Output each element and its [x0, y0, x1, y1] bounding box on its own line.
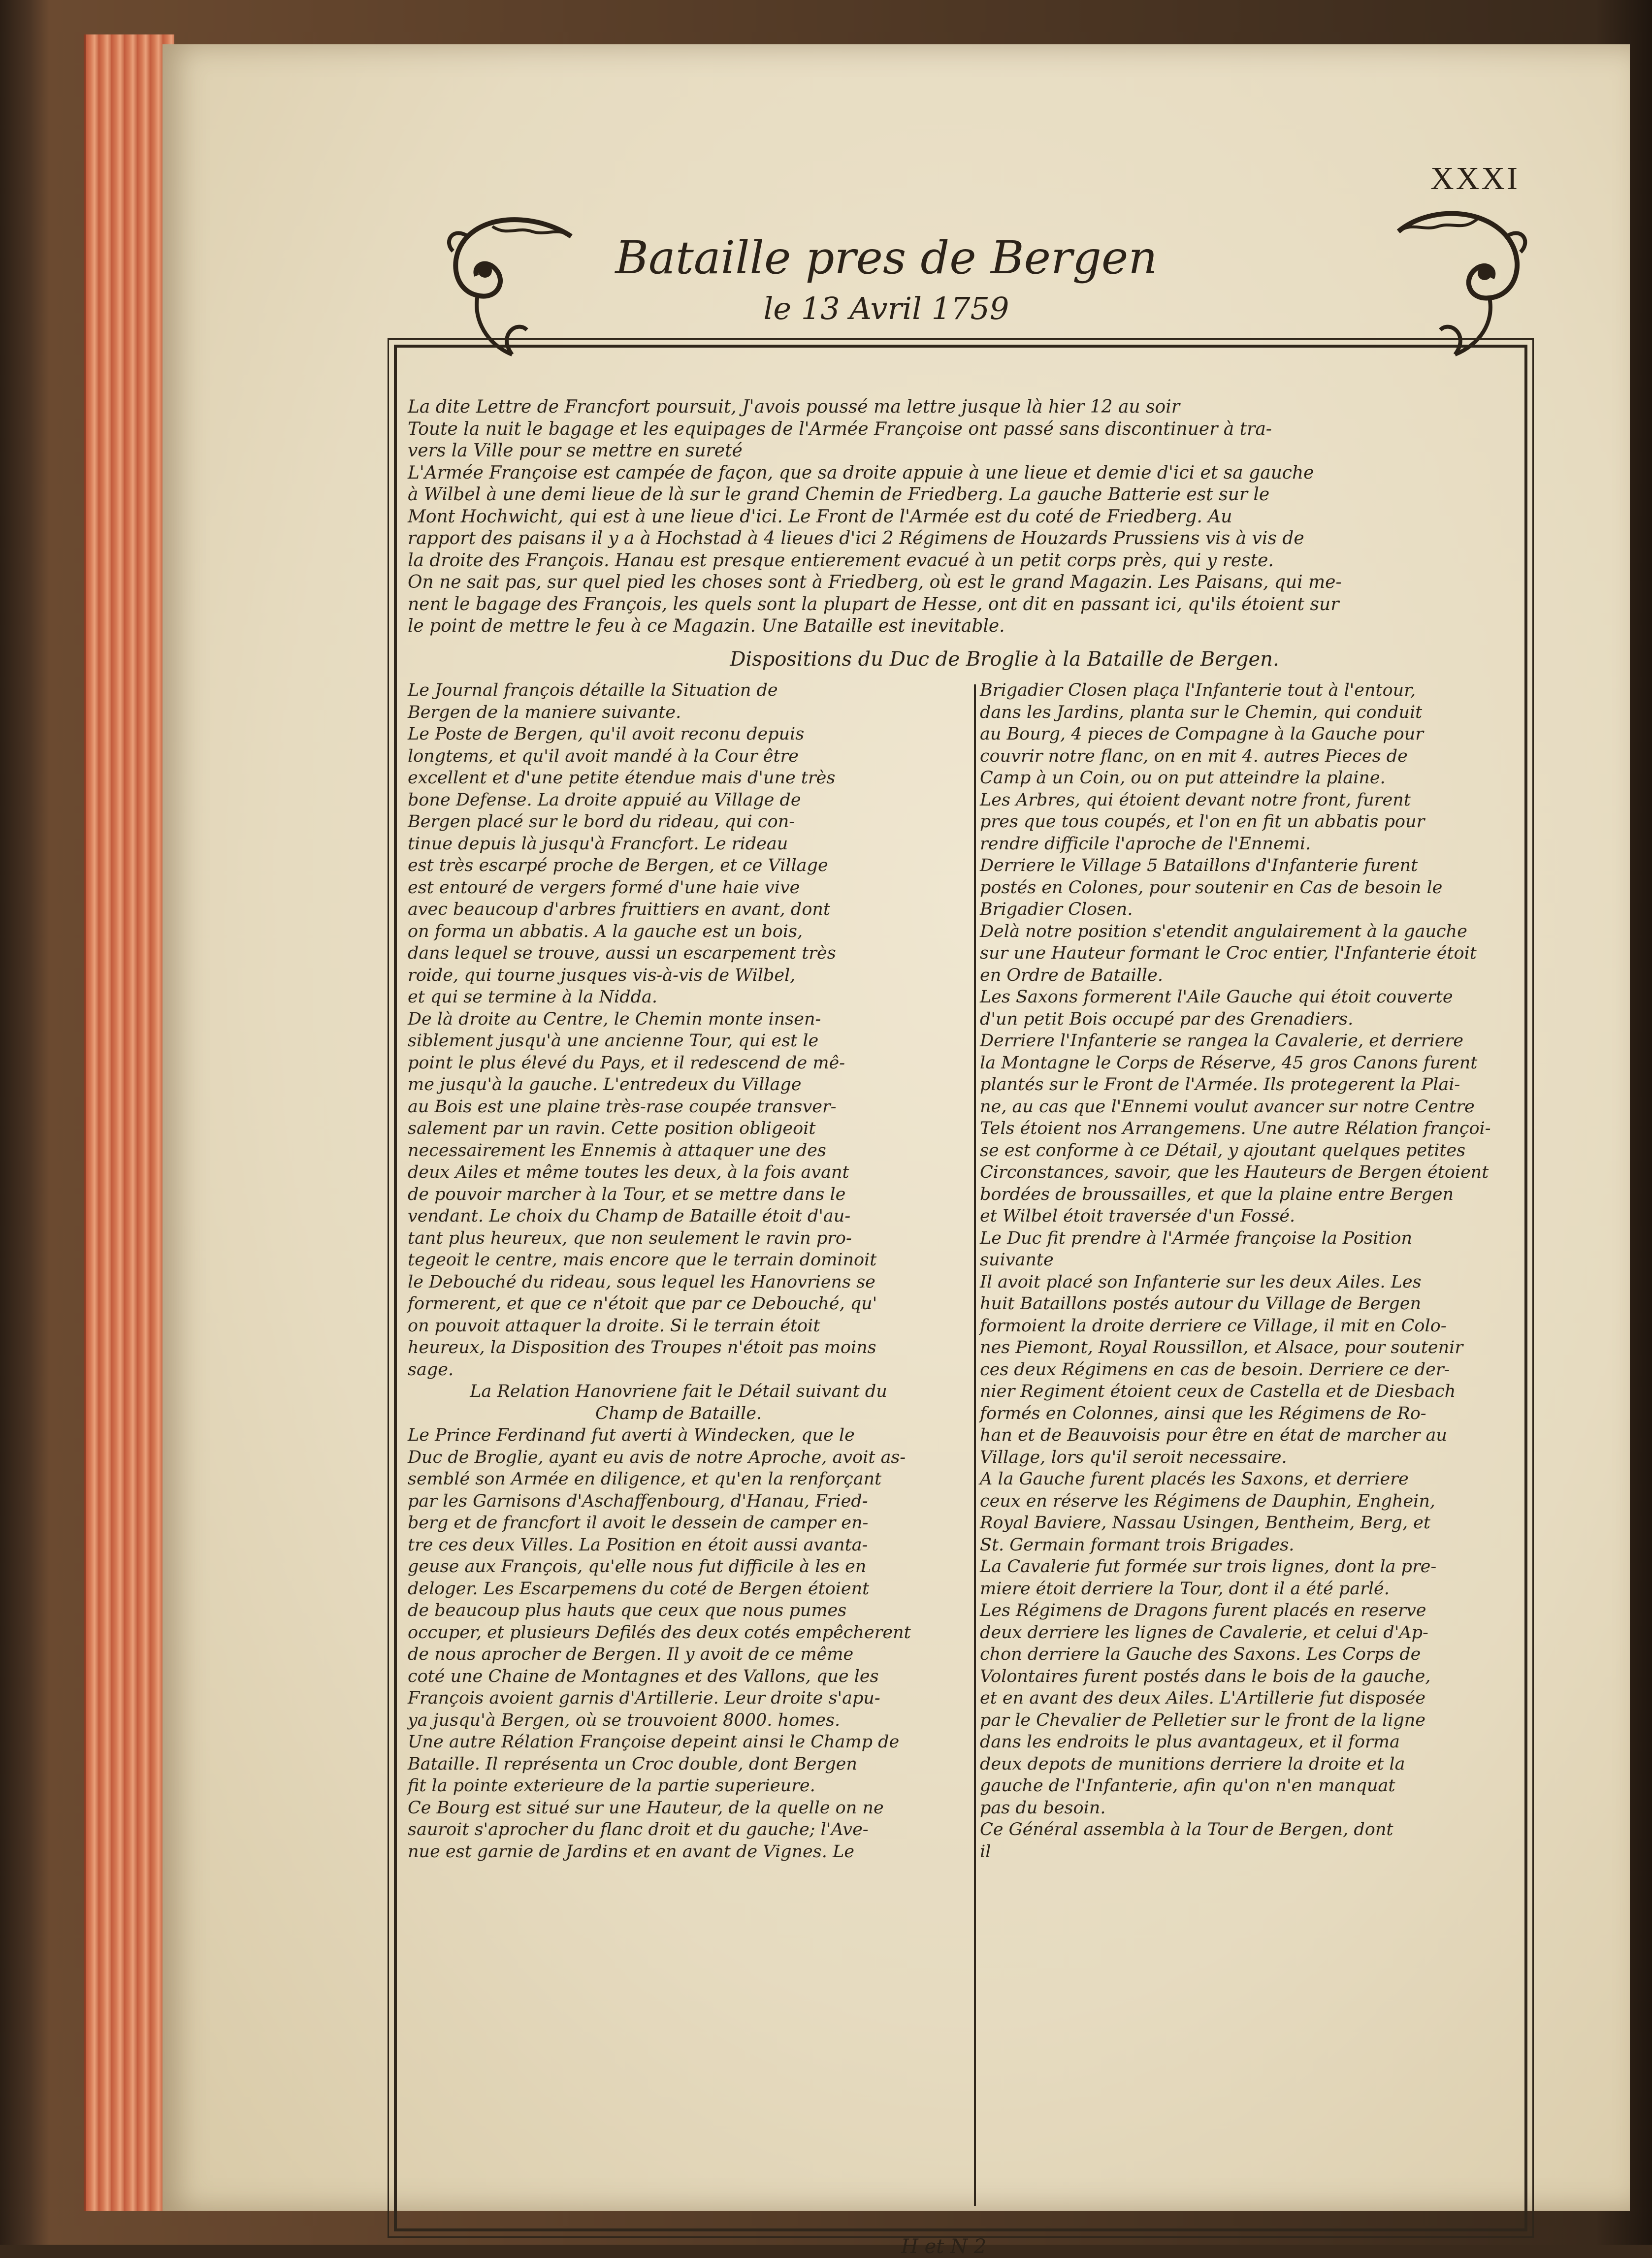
intro-line: la droite des François. Hanau est presque entierement evacué à un petit corps près, qui y reste.: [408, 550, 1274, 571]
intro-line: La dite Lettre de Francfort poursuit, J'avois poussé ma lettre jusque là hier 12 au soir: [408, 397, 1180, 417]
intro-line: On ne sait pas, sur quel pied les choses sont à Friedberg, où est le grand Magazin. Les Paisans, qui me-: [408, 572, 1342, 592]
paragraph: Une autre Rélation Françoise depeint ainsi le Champ de Bataille. Il représenta un Croc double, dont Bergen fit la pointe exterieure de la partie superieure.: [408, 1732, 900, 1796]
paragraph: Les Arbres, qui étoient devant notre front, furent pres que tous coupés, et l'on en fit un abbatis pour rendre difficile l'aproche de l'Ennemi.: [980, 790, 1425, 854]
paragraph: Derriere l'Infanterie se rangea la Cavalerie, et derriere la Montagne le Corps de Réserve, 45 gros Canons furent plantés sur le Front de l'Armée. Ils protegerent la Plai- ne, au cas que l'Ennemi voulut avancer sur notre Centre Tels étoient nos Arrangemens. Une autre Rélation françoi- se est conforme à ce Détail, y ajoutant quelques petites Circonstances, savoir, que les Hauteurs de Bergen étoient bordées de broussailles, et que la plaine entre Bergen et Wilbel étoit traversée d'un Fossé.: [980, 1031, 1491, 1226]
paragraph-heading: La Relation Hanovriene fait le Détail suivant du Champ de Bataille.: [470, 1382, 887, 1423]
paragraph: Le Prince Ferdinand fut averti à Windecken, que le Duc de Broglie, ayant eu avis de notre Aproche, avoit as- semblé son Armée en diligence, et qu'en la renforçant par les Garnisons d'Aschaffenbourg, d'Hanau, Fried- berg et de francfort il avoit le dessein de camper en- tre ces deux Villes. La Position en étoit aussi avanta- geuse aux François, qu'elle nous fut difficile à les en deloger. Les Escarpemens du coté de Bergen étoient de beaucoup plus hauts que ceux que nous pumes occuper, et plusieurs Defilés des deux cotés empêcherent de nous aprocher de Bergen. Il y avoit de ce même coté une Chaine de Montagnes et des Vallons, que les François avoient garnis d'Artillerie. Leur droite s'apu- ya jusqu'à Bergen, où se trouvoient 8000. homes.: [408, 1425, 911, 1730]
right-flourish-ornament: [1389, 197, 1536, 364]
paragraph: Delà notre position s'etendit angulairement à la gauche sur une Hauteur formant le Croc entier, l'Infanterie étoit en Ordre de Bataille.: [980, 921, 1477, 985]
page-folio: XXXI: [1430, 161, 1520, 196]
paragraph: Le Poste de Bergen, qu'il avoit reconu depuis longtems, et qu'il avoit mandé à la Cour être excellent et d'une petite étendue mais d'une très bone Defense. La droite appuié au Village de Bergen placé sur le bord du rideau, qui con- tinue depuis là jusqu'à Francfort. Le rideau est très escarpé proche de Bergen, et ce Village est entouré de vergers formé d'une haie vive avec beaucoup d'arbres fruittiers en avant, dont on forma un abbatis. A la gauche est un bois, dans lequel se trouve, aussi un escarpement très roide, qui tourne jusques vis-à-vis de Wilbel, et qui se termine à la Nidda.: [408, 724, 836, 1007]
section-heading: Dispositions du Duc de Broglie à la Bataille de Bergen.: [730, 648, 1279, 671]
intro-line: à Wilbel à une demi lieue de là sur le grand Chemin de Friedberg. La gauche Batterie est sur le: [408, 484, 1270, 505]
paragraph: Les Régimens de Dragons furent placés en reserve deux derriere les lignes de Cavalerie, et celui d'Ap- chon derriere la Gauche des Saxons. Les Corps de Volontaires furent postés dans le bois de la gauche, et en avant des deux Ailes. L'Artillerie fut disposée par le Chevalier de Pelletier sur le front de la ligne dans les endroits le plus avantageux, et il forma deux depots de munitions derriere la droite et la gauche de l'Infanterie, afin qu'on n'en manquat pas du besoin.: [980, 1601, 1431, 1818]
paragraph: Derriere le Village 5 Bataillons d'Infanterie furent postés en Colones, pour soutenir en Cas de besoin le Brigadier Closen.: [980, 856, 1443, 919]
left-flourish-ornament: [433, 207, 581, 364]
column-divider: [974, 684, 976, 2206]
intro-line: L'Armée Françoise est campée de façon, que sa droite appuie à une lieue et demie d'ici et sa gauche: [408, 462, 1314, 483]
paragraph: Le Duc fit prendre à l'Armée françoise la Position suivante: [980, 1228, 1413, 1270]
intro-line: Mont Hochwicht, qui est à une lieue d'ici. Le Front de l'Armée est du coté de Friedberg. Au: [408, 506, 1232, 527]
paragraph: Il avoit placé son Infanterie sur les deux Ailes. Les huit Bataillons postés autour du Village de Bergen formoient la droite derriere ce Village, il mit en Colo- nes Piemont, Royal Roussillon, et Alsace, pour soutenir ces deux Régimens en cas de besoin. Derriere ce der- nier Regiment étoient ceux de Castella et de Diesbach formés en Colonnes, ainsi que les Régimens de Ro- han et de Beauvoisis pour être en état de marcher au Village, lors qu'il seroit necessaire.: [980, 1272, 1463, 1467]
paragraph: Brigadier Closen plaça l'Infanterie tout à l'entour, dans les Jardins, planta sur le Chemin, qui conduit au Bourg, 4 pieces de Compagne à la Gauche pour couvrir notre flanc, on en mit 4. autres Pieces de Camp à un Coin, ou on put atteindre la plaine.: [980, 680, 1424, 788]
intro-line: rapport des paisans il y a à Hochstad à 4 lieues d'ici 2 Régimens de Houzards Prussiens vis à vis de: [408, 528, 1304, 548]
intro-line: nent le bagage des François, les quels sont la plupart de Hesse, ont dit en passant ici, qu'ils étoient sur: [408, 594, 1339, 614]
intro-paragraph: [408, 396, 1516, 650]
paragraph: De là droite au Centre, le Chemin monte insen- siblement jusqu'à une ancienne Tour, qui est le point le plus élevé du Pays, et il redescend de mê- me jusqu'à la gauche. L'entredeux du Village au Bois est une plaine très-rase coupée transver- salement par un ravin. Cette position obligeoit necessairement les Ennemis à attaquer une des deux Ailes et même toutes les deux, à la fois avant de pouvoir marcher à la Tour, et se mettre dans le vendant. Le choix du Champ de Bataille étoit d'au- tant plus heureux, que non seulement le ravin pro- tegeoit le centre, mais encore que le terrain dominoit le Debouché du rideau, sous lequel les Hanovriens se formerent, et que ce n'étoit que par ce Debouché, qu' on pouvoit attaquer la droite. Si le terrain étoit heureux, la Disposition des Troupes n'étoit pas moins sage.: [408, 1009, 877, 1380]
paragraph: La Cavalerie fut formée sur trois lignes, dont la pre- miere étoit derriere la Tour, dont il a été parlé.: [980, 1557, 1437, 1599]
right-column: [980, 679, 1522, 2216]
paragraph: A la Gauche furent placés les Saxons, et derriere ceux en réserve les Régimens de Dauphin, Enghein, Royal Baviere, Nassau Usingen, Bentheim, Berg, et St. Germain formant trois Brigades.: [980, 1469, 1436, 1555]
page-title: Bataille pres de Bergen: [615, 231, 1158, 284]
intro-line: vers la Ville pour se mettre en sureté: [408, 441, 743, 461]
intro-line: Toute la nuit le bagage et les equipages de l'Armée Françoise ont passé sans discontinuer à tra-: [408, 419, 1272, 439]
intro-line: le point de mettre le feu à ce Magazin. Une Bataille est inevitable.: [408, 616, 1005, 636]
page-subtitle: le 13 Avril 1759: [763, 290, 1009, 326]
paragraph: Le Journal françois détaille la Situation de Bergen de la maniere suivante.: [408, 680, 778, 722]
paragraph: Les Saxons formerent l'Aile Gauche qui étoit couverte d'un petit Bois occupé par des Grenadiers.: [980, 987, 1453, 1029]
paragraph: Ce Général assembla à la Tour de Bergen, dont il: [980, 1820, 1393, 1862]
signature-mark: H et N 2: [901, 2235, 987, 2258]
left-column: [408, 679, 949, 2216]
page-edges: [84, 34, 174, 2211]
paragraph: Ce Bourg est situé sur une Hauteur, de la quelle on ne sauroit s'aprocher du flanc droit et du gauche; l'Ave- nue est garnie de Jardins et en avant de Vignes. Le: [408, 1798, 884, 1862]
